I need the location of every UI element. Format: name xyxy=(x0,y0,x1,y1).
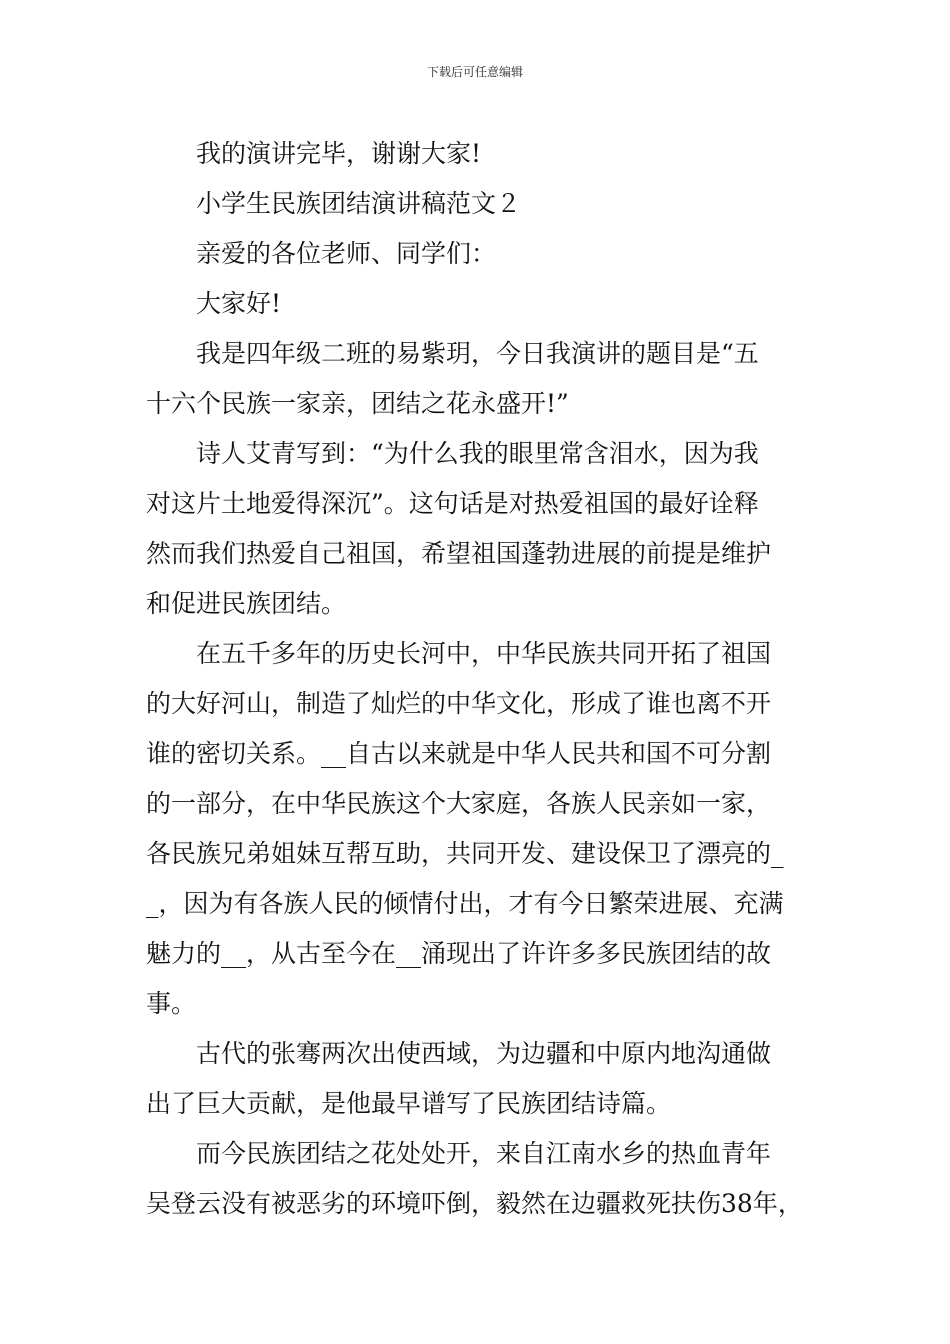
paragraph xyxy=(146,1029,814,1129)
text-line: 的大好河山，制造了灿烂的中华文化，形成了谁也离不开 xyxy=(146,689,772,718)
text-line: 在五千多年的历史长河中，中华民族共同开拓了祖国 xyxy=(196,639,772,668)
text-line: 古代的张骞两次出使西域，为边疆和中原内地沟通做 xyxy=(196,1039,772,1068)
text-line: 而今民族团结之花处处开，来自江南水乡的热血青年 xyxy=(196,1139,772,1168)
section-title xyxy=(146,179,814,229)
text-line: 然而我们热爱自己祖国，希望祖国蓬勃进展的前提是维护 xyxy=(146,539,772,568)
text-line: 各民族兄弟姐妹互帮互助，共同开发、建设保卫了漂亮的_ xyxy=(146,839,784,868)
text-line: 十六个民族一家亲，团结之花永盛开!” xyxy=(146,389,569,418)
text-line: 我是四年级二班的易紫玥，今日我演讲的题目是“五 xyxy=(196,339,759,368)
text-line: 的一部分，在中华民族这个大家庭，各族人民亲如一家， xyxy=(146,789,772,818)
salutation xyxy=(146,229,814,279)
text-line: 我的演讲完毕，谢谢大家! xyxy=(196,139,482,168)
text-line: 大家好! xyxy=(196,289,282,318)
paragraph xyxy=(146,1129,814,1229)
text-line: 和促进民族团结。 xyxy=(146,589,347,618)
paragraph xyxy=(146,129,814,179)
text-line: 出了巨大贡献，是他最早谱写了民族团结诗篇。 xyxy=(146,1089,672,1118)
text-line: 小学生民族团结演讲稿范文２ xyxy=(196,189,522,218)
text-line: 魅力的__，从古至今在__涌现出了许许多多民族团结的故 xyxy=(146,939,772,968)
text-line: 谁的密切关系。__自古以来就是中华人民共和国不可分割 xyxy=(146,739,772,768)
paragraph xyxy=(146,329,814,429)
greeting xyxy=(146,279,814,329)
paragraph xyxy=(146,629,814,1029)
document-body xyxy=(146,129,814,1229)
text-line: 诗人艾青写到：“为什么我的眼里常含泪水，因为我 xyxy=(196,439,759,468)
page-header: 下载后可任意编辑 xyxy=(426,65,523,79)
text-line: 吴登云没有被恶劣的环境吓倒，毅然在边疆救死扶伤38年， xyxy=(146,1189,803,1218)
text-line: 事。 xyxy=(146,989,197,1018)
paragraph xyxy=(146,429,814,629)
text-line: 亲爱的各位老师、同学们： xyxy=(196,239,497,268)
text-line: _，因为有各族人民的倾情付出，才有今日繁荣进展、充满 xyxy=(146,889,784,918)
text-line: 对这片土地爱得深沉”。这句话是对热爱祖国的最好诠释 xyxy=(146,489,759,518)
